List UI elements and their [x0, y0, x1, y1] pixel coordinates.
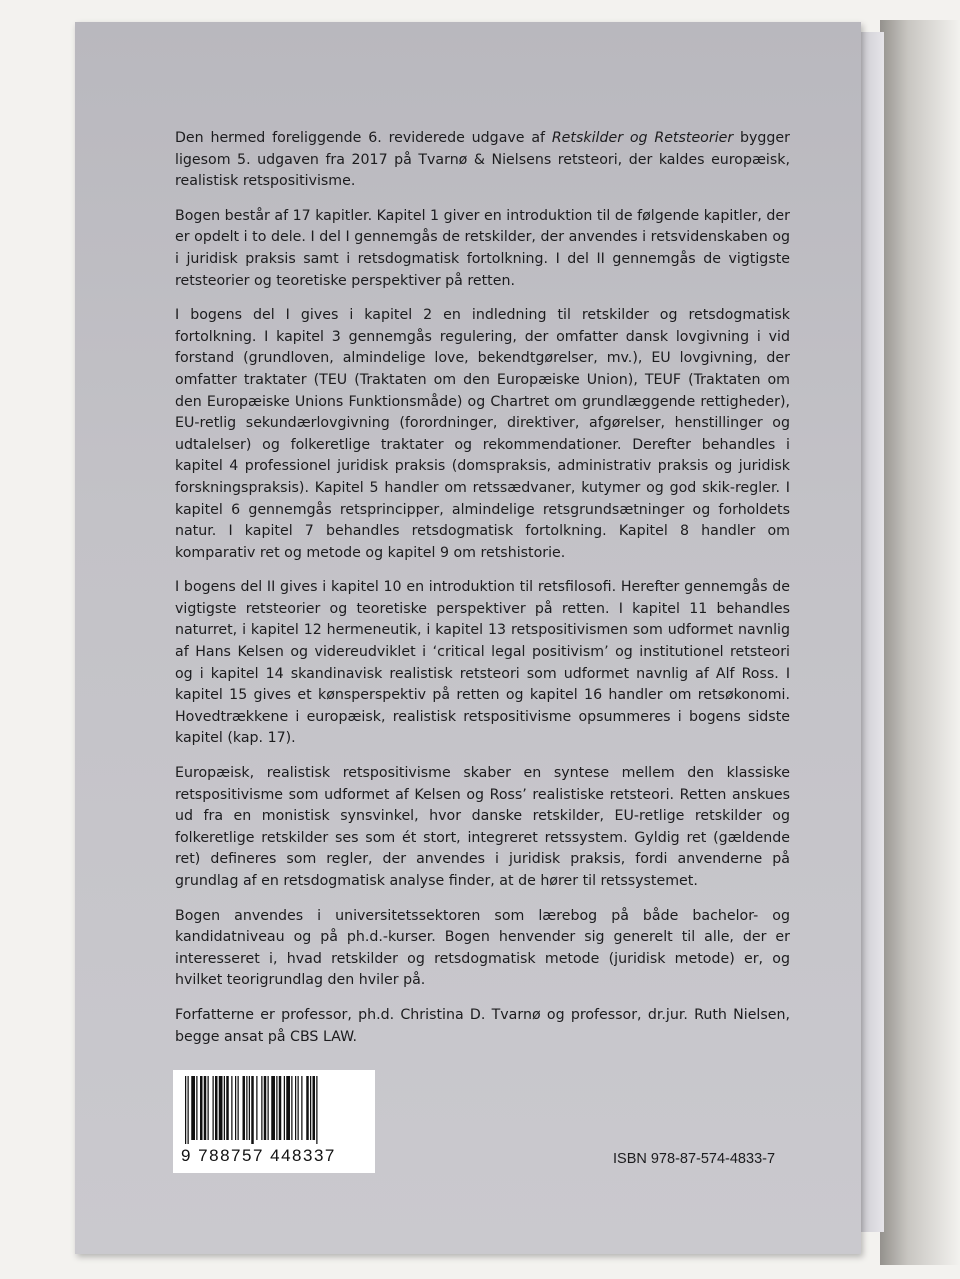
barcode-bar — [238, 1076, 239, 1140]
paragraph-part-two: I bogens del II gives i kapitel 10 en introduktion til retsfilosofi. Herefter gennemgås de vigtigste retsteorier og teoretiske perspektiver på retten. I kapitel 11 behandles naturret, i kapitel 12 hermeneutik, i kapitel 13 retspositivismen som udformet navnlig af Hans Kelsen og videreudviklet i ‘critical legal positivism’ og institutionel retsteori og i kapitel 14 skandinavisk realistisk retsteori som udformet navnlig af Alf Ross. I kapitel 15 gives et kønsperspektiv på retten og kapitel 16 handler om retsøkonomi. Hovedtrækkene i europæisk, realistisk retspositivisme opsummeres i bogens sidste kapitel (kap. 17). — [175, 579, 790, 747]
barcode-bar — [256, 1076, 257, 1140]
isbn-label: ISBN 978-87-574-4833-7 — [613, 1151, 776, 1167]
paragraph-intro — [175, 128, 790, 193]
barcode-bar — [185, 1076, 186, 1144]
book-title: Retskilder og Retsteorier — [551, 130, 734, 146]
barcode-bar — [204, 1076, 207, 1140]
barcode-bar — [298, 1076, 299, 1140]
barcode-bar — [268, 1076, 269, 1140]
barcode-bar — [213, 1076, 214, 1140]
barcode-bar — [215, 1076, 218, 1140]
paragraph-audience: Bogen anvendes i universitetssektoren som lærebog på både bachelor- og kandidatniveau og på ph.d.-kurser. Bogen henvender sig generelt til alle, der er interesseret i, hvad retskilder og retsdogmatisk metode (juridisk metode) er, og hvilket teorigrundlag den hviler på. — [175, 907, 790, 989]
intro-text-start: Den hermed foreliggende 6. reviderede udgave af — [175, 130, 552, 146]
barcode-bar — [310, 1076, 311, 1140]
barcode-bar — [219, 1076, 223, 1140]
barcode-bar — [191, 1076, 195, 1140]
barcode-bar — [231, 1076, 232, 1140]
barcode — [173, 1070, 375, 1173]
blurb-text — [175, 128, 790, 1061]
barcode-bar — [188, 1076, 189, 1144]
barcode-bar — [200, 1076, 203, 1140]
paragraph-theory: Europæisk, realistisk retspositivisme skaber en syntese mellem den klassiske retspositivisme som udformet af Kelsen og Ross’ realistiske retsteori. Retten anskues ud fra en monistisk synsvinkel, hvor danske retskilder, EU-retlige retskilder og folkeretlige retskilder ses som ét stort, integreret retssystem. Gyldig ret (gældende ret) defineres som regler, der anvendes i juridisk praksis, fordi anvenderne på grundlag af en retsdogmatisk analyse finder, at de hører til retssystemet. — [175, 765, 790, 889]
barcode-number: 9 788757 448337 — [181, 1146, 336, 1165]
barcode-bar — [291, 1076, 292, 1140]
barcode-bar — [224, 1076, 225, 1140]
barcode-bar — [264, 1076, 267, 1140]
barcode-bar — [286, 1076, 290, 1140]
barcode-bar — [235, 1076, 236, 1140]
barcode-bar — [243, 1076, 246, 1140]
barcode-bar — [279, 1076, 282, 1140]
barcode-bar — [246, 1076, 247, 1140]
barcode-bar — [284, 1076, 285, 1140]
cast-shadow — [880, 20, 960, 1265]
barcode-bar — [306, 1076, 309, 1140]
barcode-bar — [295, 1076, 296, 1140]
barcode-bar — [208, 1076, 209, 1140]
barcode-bar — [313, 1076, 316, 1140]
barcode-bar — [261, 1076, 262, 1140]
barcode-bar — [301, 1076, 302, 1140]
barcode-bar — [226, 1076, 229, 1140]
paragraph-authors: Forfatterne er professor, ph.d. Christina D. Tvarnø og professor, dr.jur. Ruth Nielsen, begge ansat på CBS LAW. — [175, 1006, 790, 1045]
paragraph-structure: Bogen består af 17 kapitler. Kapitel 1 giver en introduktion til de følgende kapitler, der er opdelt i to dele. I del I gennemgås de retskilder, der anvendes i retsvidenskaben og i juridisk praksis samt i retsdogmatisk fortolkning. I del II gennemgås de vigtigste retsteorier og teoretiske perspektiver på retten. — [175, 207, 790, 289]
barcode-bars — [183, 1076, 367, 1144]
barcode-bar — [196, 1076, 197, 1140]
barcode-bar — [271, 1076, 275, 1140]
barcode-bar — [251, 1076, 254, 1144]
paragraph-part-one: I bogens del I gives i kapitel 2 en indledning til retskilder og retsdogmatisk fortolkning. I kapitel 3 gennemgås regulering, der omfatter dansk lovgivning i vid forstand (grundloven, almindelige love, bekendtgørelser, mv.), EU lovgivning, der omfatter traktater (TEU (Traktaten om den Europæiske Union), TEUF (Traktaten om den Europæiske Unions Funktionsmåde) og Chartret om grundlæggende rettigheder), EU-retlig sekundærlovgivning (forordninger, direktiver, afgørelser, henstillinger og udtalelser) og folkeretlige traktater og rekommendationer. Derefter behandles i kapitel 4 professionel juridisk praksis (domspraksis, administrativ praksis og juridisk forskningspraksis). Kapitel 5 handler om retssædvaner, kutymer og god skik-regler. I kapitel 6 gennemgås retsprincipper, almindelige retsgrundsætninger og forholdets natur. I kapitel 7 behandles retsdogmatisk fortolkning. Kapitel 8 handler om komparativ ret og metode og kapitel 9 om retshistorie. — [175, 307, 790, 561]
barcode-bar — [316, 1076, 317, 1144]
barcode-bar — [249, 1076, 250, 1140]
barcode-bar — [276, 1076, 277, 1140]
intro-text-end: bygger ligesom 5. udgaven fra 2017 på Tvarnø & Nielsens retsteori, der kaldes europæisk, realistisk retspositivisme. — [175, 130, 790, 190]
